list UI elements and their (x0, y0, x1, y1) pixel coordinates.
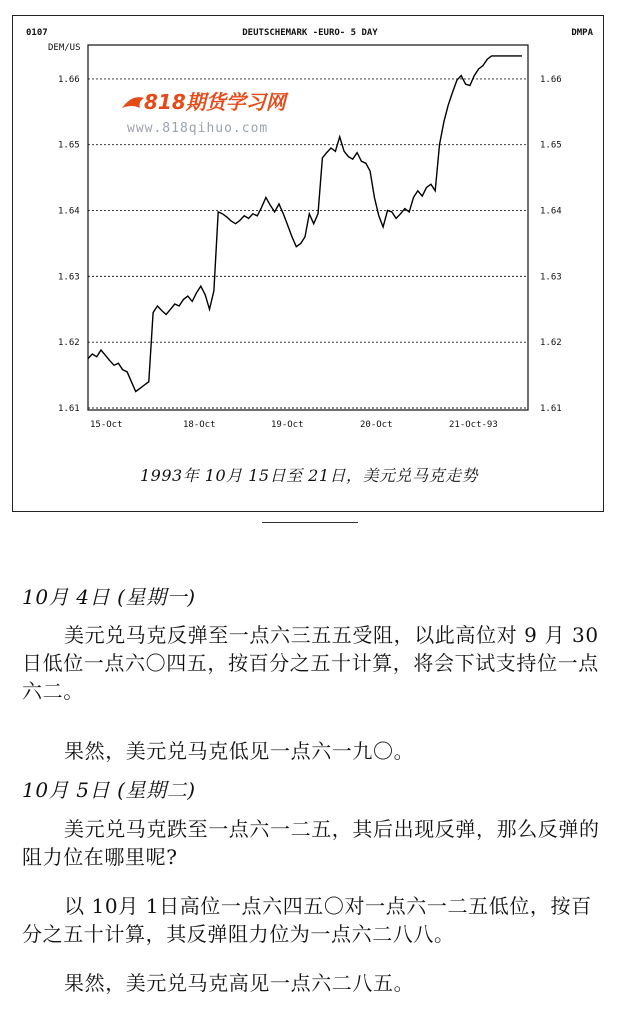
x-tick-labels (90, 420, 498, 430)
y-axis-label: DEM/US (48, 43, 81, 53)
x-tick-label: 19-Oct (271, 420, 304, 430)
paragraph: 果然，美元兑马克高见一点六二八五。 (64, 971, 415, 995)
chart-code-left: 0107 (26, 28, 48, 38)
y-tick-label-left: 1.66 (58, 74, 80, 85)
paragraph: 以 10月 1日高位一点六四五〇对一点六一二五低位，按百分之五十计算，其反弹阻力位为一点六二八八。 (22, 894, 592, 946)
chart-title: DEUTSCHEMARK -EURO- 5 DAY (242, 28, 378, 38)
y-tick-label-left: 1.61 (58, 404, 80, 414)
date-heading: 10月 5日 (星期二) (22, 778, 196, 802)
paragraph: 美元兑马克跌至一点六一二五，其后出现反弹，那么反弹的阻力位在哪里呢? (22, 817, 600, 869)
y-tick-label-left: 1.63 (58, 272, 80, 283)
y-tick-label-right: 1.64 (540, 206, 562, 217)
y-tick-label-right: 1.62 (540, 338, 562, 349)
section-divider (262, 522, 358, 523)
y-tick-label-right: 1.65 (540, 140, 562, 151)
x-tick-label: 18-Oct (183, 420, 216, 430)
x-tick-label: 15-Oct (90, 420, 123, 430)
x-tick-label: 21-Oct-93 (449, 420, 498, 430)
y-tick-label-left: 1.62 (58, 338, 80, 349)
y-tick-label-right: 1.61 (540, 404, 562, 414)
date-heading: 10月 4日 (星期一) (22, 585, 196, 609)
y-tick-label-right: 1.63 (540, 272, 562, 283)
paragraph: 美元兑马克反弹至一点六三五五受阻，以此高位对 9 月 30日低位一点六〇四五，按百分之五十计算，将会下试支持位一点六二。 (22, 623, 599, 703)
y-tick-label-left: 1.65 (58, 140, 80, 151)
chart-code-right: DMPA (571, 28, 593, 38)
paragraph: 果然，美元兑马克低见一点六一九〇。 (64, 739, 415, 763)
site-watermark (122, 90, 290, 136)
y-tick-label-right: 1.66 (540, 74, 562, 85)
watermark-url: www.818qihuo.com (127, 121, 269, 136)
watermark-flame-icon (122, 97, 144, 108)
y-tick-label-left: 1.64 (58, 206, 80, 217)
x-tick-label: 20-Oct (360, 420, 393, 430)
watermark-logo-text: 818期货学习网 (144, 90, 286, 114)
figure-caption: 1993年 10月 15日至 21日，美元兑马克走势 (139, 466, 479, 485)
